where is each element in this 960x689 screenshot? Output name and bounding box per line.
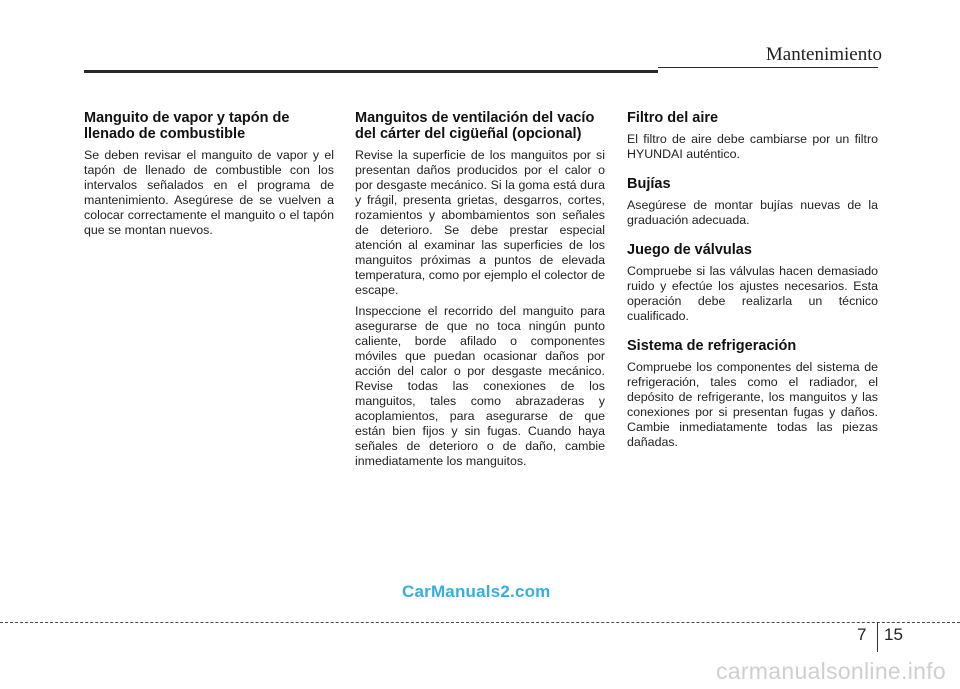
column-3 [627,110,878,464]
section-valve-clearance [627,242,878,324]
section-heading: Manguitos de ventilación del vacío del cárter del cigüeñal (opcional) [355,110,595,142]
bottom-watermark: carmanualsonline.info [715,658,946,684]
section-heading: Bujías [627,176,671,192]
section-paragraph: Asegúrese de montar bujías nuevas de la graduación adecuada. [627,198,878,227]
section-paragraph: Revise la superficie de los manguitos por si presentan daños producidos por el calor o por desgaste mecánico. Si la goma está dura y frágil, presenta grietas, desgarros, cortes, rozamientos y abombamientos son señales de deterioro. Se debe prestar especial atención al examinar las superficies de los manguitos próximas a puntos de elevada temperatura, como por ejemplo el colector de escape. [355,148,605,297]
section-heading: Sistema de refrigeración [627,338,797,354]
section-heading: Filtro del aire [627,110,719,126]
section-air-filter [627,110,878,162]
section-heading: Manguito de vapor y tapón de llenado de combustible [84,110,290,142]
section-paragraph: El filtro de aire debe cambiarse por un filtro HYUNDAI auténtico. [627,132,878,161]
header-rule-thin [658,67,878,68]
column-1 [84,110,334,252]
header-rule-thick [84,70,658,73]
section-vapor-hose [84,110,334,238]
section-cooling-system [627,338,878,450]
section-paragraph: Compruebe los componentes del sistema de refrigeración, tales como el radiador, el depósito de refrigerante, los manguitos y las conexiones por si presentan fugas y daños. Cambie inmediatamente todas las piezas dañadas. [627,360,878,449]
section-paragraph: Inspeccione el recorrido del manguito para asegurarse de que no toca ningún punto caliente, borde afilado o componentes móviles que puedan ocasionar daños por acción del calor o por desgaste mecánico. Revise todas las conexiones de los manguitos, tales como abrazaderas y acoplamientos, para asegurarse de que están bien fijos y sin fugas. Cuando haya señales de deterioro o de daño, cambie inmediatamente los manguitos. [355,304,605,468]
section-spark-plugs [627,176,878,228]
section-paragraph: Se deben revisar el manguito de vapor y el tapón de llenado de combustible con los intervalos señalados en el programa de mantenimiento. Asegúrese de se vuelven a colocar correctamente el manguito o el tapón que se montan nuevos. [84,148,334,237]
section-heading: Juego de válvulas [627,242,752,258]
footer-dashed-rule [0,622,960,623]
footer-chapter-number: 7 [857,625,867,644]
section-crankcase-hoses [355,110,605,469]
footer-page-separator [877,622,878,652]
section-paragraph: Compruebe si las válvulas hacen demasiado ruido y efectúe los ajustes necesarios. Esta operación debe realizarla un técnico cualificado. [627,264,878,323]
column-2 [355,110,605,483]
watermark-link[interactable]: CarManuals2.com [402,582,551,601]
footer-page-number: 15 [884,625,903,644]
page-header-title: Mantenimiento [765,44,882,65]
